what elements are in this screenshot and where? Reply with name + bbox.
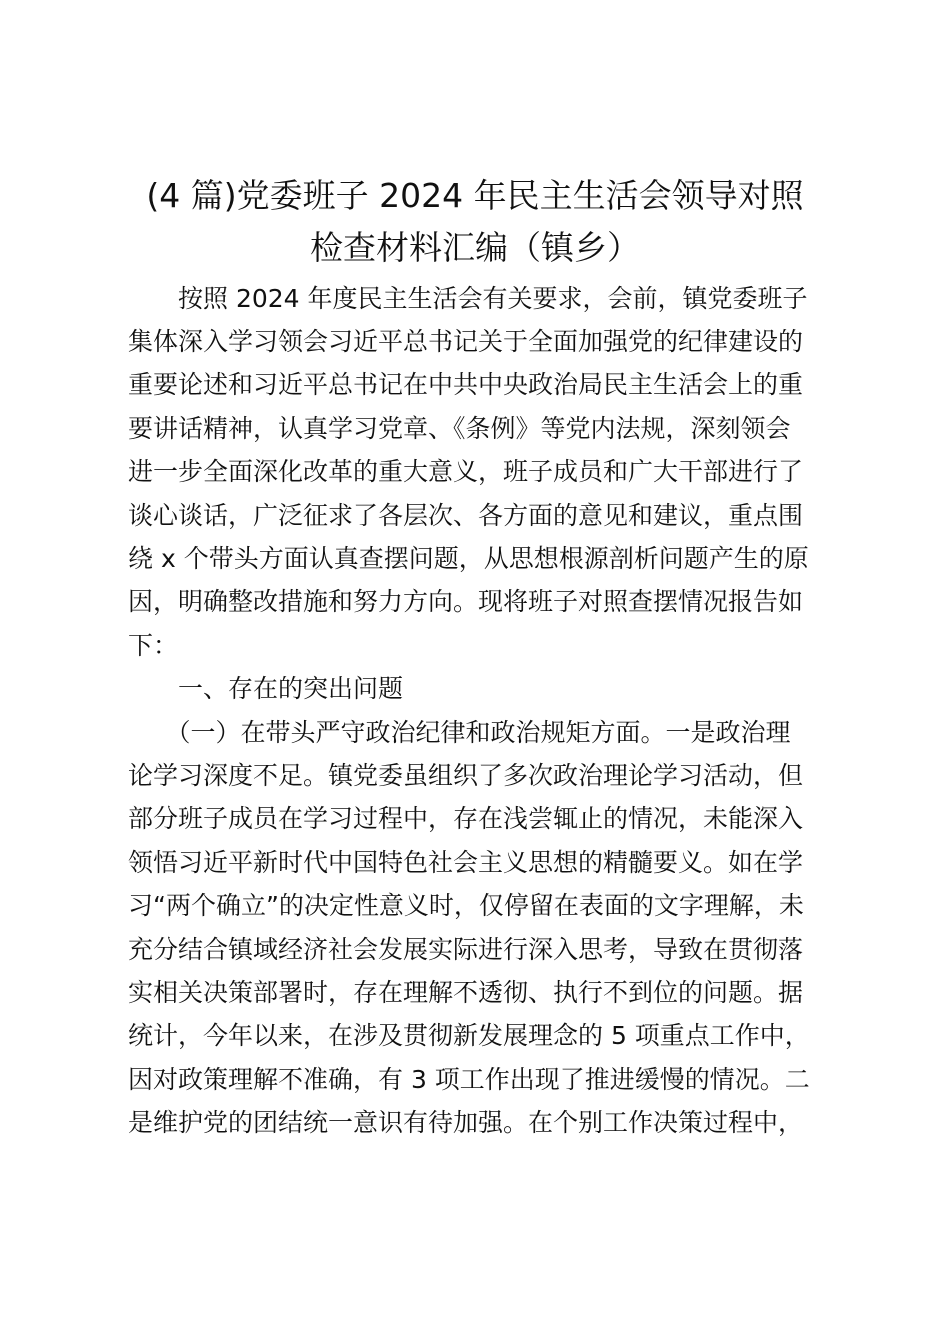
body-line: 是维护党的团结统一意识有待加强。在个别工作决策过程中， <box>128 1108 804 1137</box>
body-line: 按照 2024 年度民主生活会有关要求，会前，镇党委班子 <box>128 284 808 313</box>
body-line: 下： <box>128 631 179 660</box>
document-title <box>120 170 830 274</box>
body-line: 统计，今年以来，在涉及贯彻新发展理念的 5 项重点工作中， <box>128 1021 810 1050</box>
body-line: 论学习深度不足。镇党委虽组织了多次政治理论学习活动，但 <box>128 761 804 790</box>
title-line-1: (4 篇)党委班子 2024 年民主生活会领导对照 <box>146 176 804 215</box>
body-line: 充分结合镇域经济社会发展实际进行深入思考，导致在贯彻落 <box>128 935 804 964</box>
body-line: 实相关决策部署时，存在理解不透彻、执行不到位的问题。据 <box>128 978 804 1007</box>
body-line: 绕 x 个带头方面认真查摆问题，从思想根源剖析问题产生的原 <box>128 544 809 573</box>
body-line: 谈心谈话，广泛征求了各层次、各方面的意见和建议，重点围 <box>128 501 804 530</box>
body-line: 重要论述和习近平总书记在中共中央政治局民主生活会上的重 <box>128 370 804 399</box>
body-line: 领悟习近平新时代中国特色社会主义思想的精髓要义。如在学 <box>128 848 804 877</box>
body-line: （一）在带头严守政治纪律和政治规矩方面。一是政治理 <box>128 718 791 747</box>
body-line: 习“两个确立”的决定性意义时，仅停留在表面的文字理解，未 <box>128 891 804 920</box>
title-line-2: 检查材料汇编（镇乡） <box>310 228 640 267</box>
body-line: 要讲话精神，认真学习党章、《条例》等党内法规，深刻领会 <box>128 414 791 443</box>
body-line: 部分班子成员在学习过程中，存在浅尝辄止的情况，未能深入 <box>128 804 804 833</box>
body-line: 因对政策理解不准确，有 3 项工作出现了推进缓慢的情况。二 <box>128 1065 810 1094</box>
body-line: 进一步全面深化改革的重大意义，班子成员和广大干部进行了 <box>128 457 804 486</box>
body-line: 集体深入学习领会习近平总书记关于全面加强党的纪律建设的 <box>128 327 804 356</box>
section-heading: 一、存在的突出问题 <box>128 674 404 703</box>
body-line: 因，明确整改措施和努力方向。现将班子对照查摆情况报告如 <box>128 587 804 616</box>
